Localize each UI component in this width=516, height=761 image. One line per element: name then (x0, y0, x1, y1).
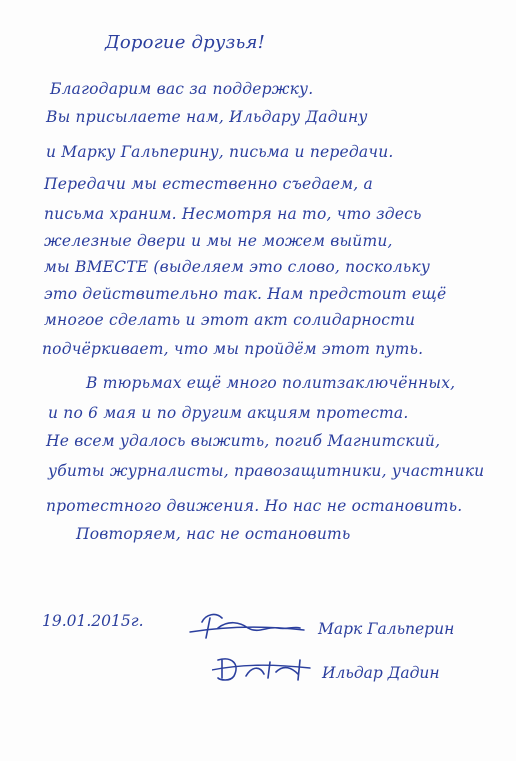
letter-line: письма храним. Несмотря на то, что здесь (44, 205, 422, 223)
letter-line: подчёркивает, что мы пройдём этот путь. (42, 340, 424, 358)
signature-name: Марк Гальперин (318, 620, 455, 638)
letter-line: Повторяем, нас не остановить (76, 525, 351, 543)
letter-date: 19.01.2015г. (42, 612, 144, 630)
letter-line: мы ВМЕСТЕ (выделяем это слово, поскольку (44, 258, 431, 276)
signature-name: Ильдар Дадин (322, 664, 440, 682)
letter-line: Вы присылаете нам, Ильдару Дадину (46, 108, 368, 126)
letter-line: В тюрьмах ещё много политзаключённых, (86, 374, 456, 392)
letter-line: это действительно так. Нам предстоит ещё (44, 285, 447, 303)
letter-line: Передачи мы естественно съедаем, а (44, 175, 373, 193)
letter-greeting: Дорогие друзья! (105, 32, 266, 53)
letter-line: и по 6 мая и по другим акциям протеста. (48, 404, 409, 422)
letter-line: протестного движения. Но нас не остановить. (46, 497, 463, 515)
letter-line: Благодарим вас за поддержку. (50, 80, 314, 98)
letter-line: железные двери и мы не можем выйти, (44, 232, 393, 250)
letter-line: и Марку Гальперину, письма и передачи. (46, 143, 394, 161)
letter-line: многое сделать и этот акт солидарности (44, 311, 416, 329)
signature-mark (212, 650, 312, 686)
letter-line: Не всем удалось выжить, погиб Магнитский, (46, 432, 441, 450)
signature-mark (188, 608, 306, 644)
letter-line: убиты журналисты, правозащитники, участники (48, 462, 485, 480)
